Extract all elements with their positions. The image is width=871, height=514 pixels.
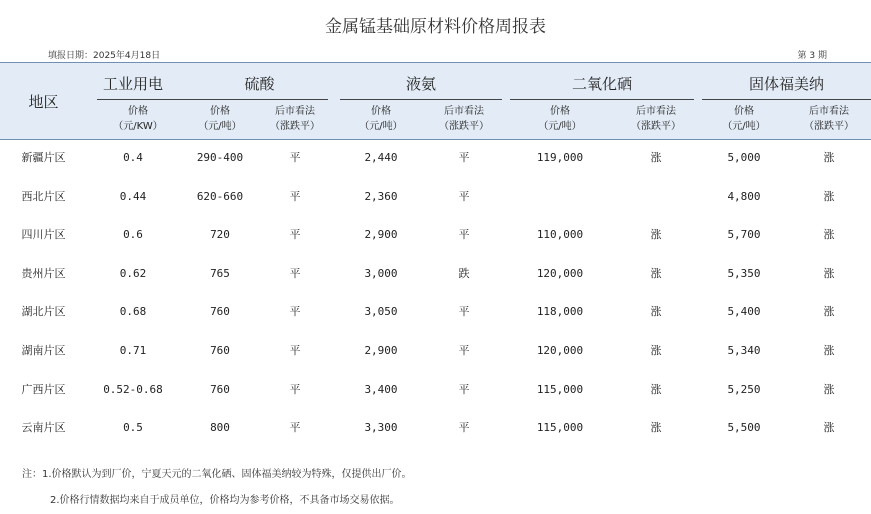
table-row xyxy=(0,178,871,217)
subheader-acid-price xyxy=(182,104,258,134)
footnote-1: 注：1.价格默认为到厂价，宁夏天元的二氧化硒、固体福美纳较为特殊，仅提供出厂价。 xyxy=(22,469,412,480)
ammonia-trend-cell: 跌 xyxy=(458,266,470,280)
fm-price-cell: 5,340 xyxy=(727,344,761,357)
ammonia-trend-cell: 平 xyxy=(458,344,470,357)
subheader-line: （元/吨） xyxy=(359,121,403,132)
subheader-line: （元/KW） xyxy=(113,121,163,132)
table-row xyxy=(0,293,871,332)
fm-trend-cell: 涨 xyxy=(823,151,835,164)
subheader-power-price xyxy=(97,104,179,134)
subheader-line: （涨跌平） xyxy=(439,121,489,132)
subheader-se-price xyxy=(524,104,596,134)
ammonia-price-cell: 2,360 xyxy=(364,189,398,203)
acid-trend-cell: 平 xyxy=(289,305,301,319)
region-cell: 西北片区 xyxy=(21,189,66,203)
se-price-cell: 119,000 xyxy=(536,151,584,164)
table-row xyxy=(0,409,871,448)
subheader-fm-price xyxy=(705,104,783,134)
region-cell: 湖南片区 xyxy=(21,344,66,357)
acid-price-cell: 290-400 xyxy=(196,151,244,164)
power-price-cell: 0.68 xyxy=(119,305,147,319)
ammonia-price-cell: 3,400 xyxy=(364,382,398,396)
table-row xyxy=(0,371,871,410)
subheader-fm-trend xyxy=(792,104,866,134)
acid-trend-cell: 平 xyxy=(289,421,301,435)
se-price-cell: 110,000 xyxy=(536,228,584,242)
acid-price-cell: 765 xyxy=(210,266,230,280)
fm-trend-cell: 涨 xyxy=(823,228,835,242)
subheader-line: （元/吨） xyxy=(198,121,242,132)
power-price-cell: 0.5 xyxy=(123,421,143,435)
ammonia-price-cell: 2,900 xyxy=(364,228,398,242)
acid-trend-cell: 平 xyxy=(289,344,301,357)
ammonia-price-cell: 3,300 xyxy=(364,421,398,435)
se-price-cell xyxy=(524,178,596,217)
subheader-se-trend xyxy=(619,104,693,134)
fm-price-cell: 5,700 xyxy=(727,228,761,242)
fm-price-cell: 5,000 xyxy=(727,151,761,164)
fm-trend-cell: 涨 xyxy=(823,344,835,357)
power-price-cell: 0.6 xyxy=(123,228,143,242)
acid-trend-cell: 平 xyxy=(289,382,301,396)
ammonia-trend-cell: 平 xyxy=(458,151,470,164)
subheader-line: 价格 xyxy=(210,106,230,117)
header-group-power: 工业用电 xyxy=(102,75,163,93)
acid-price-cell: 760 xyxy=(210,305,230,319)
subheader-line: 价格 xyxy=(371,106,391,117)
ammonia-trend-cell: 平 xyxy=(458,421,470,435)
power-price-cell: 0.62 xyxy=(119,266,147,280)
group-underline xyxy=(340,99,502,100)
acid-price-cell: 760 xyxy=(210,382,230,396)
subheader-acid-trend xyxy=(258,104,332,134)
header-group-sulfuric-acid: 硫酸 xyxy=(244,75,275,93)
header-region: 地区 xyxy=(28,93,59,111)
acid-price-cell: 760 xyxy=(210,344,230,357)
se-trend-cell: 涨 xyxy=(650,305,662,319)
fm-price-cell: 5,250 xyxy=(727,382,761,396)
se-trend-cell: 涨 xyxy=(650,266,662,280)
header-group-selenium-dioxide: 二氧化硒 xyxy=(571,75,632,93)
table-row xyxy=(0,139,871,178)
fm-trend-cell: 涨 xyxy=(823,189,835,203)
ammonia-price-cell: 2,900 xyxy=(364,344,398,357)
subheader-line: 价格 xyxy=(550,106,570,117)
subheader-line: （元/吨） xyxy=(538,121,582,132)
power-price-cell: 0.44 xyxy=(119,189,147,203)
power-price-cell: 0.4 xyxy=(123,151,143,164)
se-trend-cell: 涨 xyxy=(650,382,662,396)
subheader-line: （涨跌平） xyxy=(270,121,320,132)
acid-price-cell: 800 xyxy=(210,421,230,435)
table-row xyxy=(0,216,871,255)
subheader-line: （涨跌平） xyxy=(804,121,854,132)
fm-price-cell: 5,500 xyxy=(727,421,761,435)
power-price-cell: 0.52-0.68 xyxy=(103,382,163,396)
power-price-cell: 0.71 xyxy=(119,344,147,357)
issue-number: 第 3 期 xyxy=(797,51,827,61)
group-underline xyxy=(179,99,328,100)
table-row xyxy=(0,255,871,294)
header-group-ammonia: 液氨 xyxy=(405,75,436,93)
group-underline xyxy=(702,99,871,100)
price-table xyxy=(0,62,871,457)
fm-trend-cell: 涨 xyxy=(823,421,835,435)
subheader-line: 后市看法 xyxy=(444,106,484,117)
acid-trend-cell: 平 xyxy=(289,151,301,164)
se-price-cell: 115,000 xyxy=(536,382,584,396)
se-trend-cell xyxy=(619,178,693,217)
subheader-line: （元/吨） xyxy=(722,121,766,132)
fm-trend-cell: 涨 xyxy=(823,305,835,319)
footnotes xyxy=(22,462,412,514)
ammonia-price-cell: 3,000 xyxy=(364,266,398,280)
ammonia-trend-cell: 平 xyxy=(458,382,470,396)
fm-trend-cell: 涨 xyxy=(823,266,835,280)
region-cell: 贵州片区 xyxy=(21,266,66,280)
table-row xyxy=(0,332,871,371)
ammonia-trend-cell: 平 xyxy=(458,305,470,319)
subheader-ammonia-price xyxy=(345,104,417,134)
se-trend-cell: 涨 xyxy=(650,421,662,435)
fm-trend-cell: 涨 xyxy=(823,382,835,396)
acid-trend-cell: 平 xyxy=(289,266,301,280)
acid-trend-cell: 平 xyxy=(289,189,301,203)
subheader-ammonia-trend xyxy=(427,104,501,134)
fm-price-cell: 5,350 xyxy=(727,266,761,280)
se-price-cell: 115,000 xyxy=(536,421,584,435)
report-date: 填报日期：2025年4月18日 xyxy=(48,51,161,61)
ammonia-trend-cell: 平 xyxy=(458,189,470,203)
region-cell: 新疆片区 xyxy=(21,151,66,164)
acid-price-cell: 720 xyxy=(210,228,230,242)
ammonia-trend-cell: 平 xyxy=(458,228,470,242)
footnote-2: 2.价格行情数据均来自于成员单位，价格均为参考价格，不具备市场交易依据。 xyxy=(50,495,400,506)
acid-price-cell: 620-660 xyxy=(196,189,244,203)
subheader-line: 后市看法 xyxy=(636,106,676,117)
fm-price-cell: 4,800 xyxy=(727,189,761,203)
se-price-cell: 120,000 xyxy=(536,344,584,357)
region-cell: 云南片区 xyxy=(21,421,66,435)
subheader-line: 价格 xyxy=(128,106,148,117)
se-trend-cell: 涨 xyxy=(650,151,662,164)
se-price-cell: 120,000 xyxy=(536,266,584,280)
ammonia-price-cell: 2,440 xyxy=(364,151,398,164)
subheader-line: （涨跌平） xyxy=(631,121,681,132)
report-title: 金属锰基础原材料价格周报表 xyxy=(325,17,546,37)
region-cell: 广西片区 xyxy=(21,382,66,396)
se-price-cell: 118,000 xyxy=(536,305,584,319)
subheader-line: 后市看法 xyxy=(275,106,315,117)
fm-price-cell: 5,400 xyxy=(727,305,761,319)
acid-trend-cell: 平 xyxy=(289,228,301,242)
se-trend-cell: 涨 xyxy=(650,344,662,357)
group-underline xyxy=(97,99,179,100)
ammonia-price-cell: 3,050 xyxy=(364,305,398,319)
subheader-line: 后市看法 xyxy=(809,106,849,117)
region-cell: 湖北片区 xyxy=(21,305,66,319)
region-cell: 四川片区 xyxy=(21,228,66,242)
header-group-fumeina: 固体福美纳 xyxy=(748,75,824,93)
subheader-line: 价格 xyxy=(734,106,754,117)
group-underline xyxy=(510,99,694,100)
se-trend-cell: 涨 xyxy=(650,228,662,242)
